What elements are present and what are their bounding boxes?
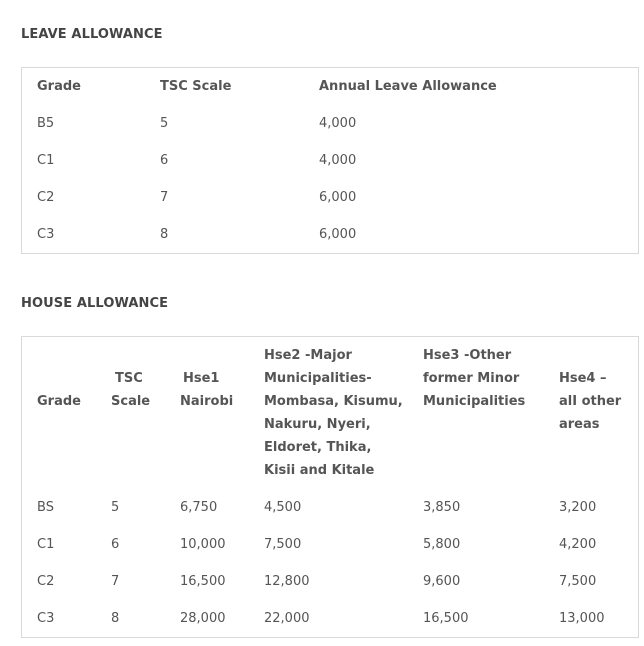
leave-cell-grade: C3 — [37, 227, 55, 242]
column-header-hse4-line: areas — [559, 417, 600, 432]
house-cell-hse3: 16,500 — [423, 611, 469, 626]
house-cell-grade: C2 — [37, 574, 55, 589]
house-cell-scale: 6 — [111, 537, 120, 552]
column-header-hse2-line: Municipalities- — [264, 371, 372, 386]
house-cell-hse2: 4,500 — [264, 500, 302, 515]
column-header-grade: Grade — [37, 394, 81, 409]
leave-cell-grade: C2 — [37, 190, 55, 205]
leave-cell-allowance: 4,000 — [319, 116, 357, 131]
column-header-tsc-scale: TSC Scale — [160, 79, 232, 94]
leave-cell-scale: 6 — [160, 153, 169, 168]
leave-cell-allowance: 6,000 — [319, 190, 357, 205]
house-cell-hse1: 28,000 — [180, 611, 226, 626]
column-header-hse4-line: alI other — [559, 394, 622, 409]
house-cell-grade: C1 — [37, 537, 55, 552]
house-allowance-heading: HOUSE ALLOWANCE — [21, 296, 169, 311]
house-cell-grade: BS — [37, 500, 54, 515]
column-header-hse3-line: Hse3 -Other — [423, 348, 512, 363]
column-header-scale: Scale — [111, 394, 151, 409]
house-cell-hse1: 6,750 — [180, 500, 218, 515]
column-header-grade: Grade — [37, 79, 81, 94]
column-header-hse4-line: Hse4 – — [559, 371, 607, 386]
leave-allowance-heading: LEAVE ALLOWANCE — [21, 27, 163, 42]
column-header-hse2-line: Eldoret, Thika, — [264, 440, 372, 455]
column-header-nairobi: Nairobi — [180, 394, 234, 409]
house-cell-hse3: 9,600 — [423, 574, 461, 589]
column-header-hse2-line: Nakuru, Nyeri, — [264, 417, 371, 432]
column-header-hse1: Hse1 — [183, 371, 220, 386]
leave-cell-scale: 5 — [160, 116, 169, 131]
house-cell-hse2: 7,500 — [264, 537, 302, 552]
leave-cell-allowance: 6,000 — [319, 227, 357, 242]
house-cell-hse3: 3,850 — [423, 500, 461, 515]
leave-cell-scale: 7 — [160, 190, 169, 205]
column-header-hse2-line: Kisii and Kitale — [264, 463, 375, 478]
house-cell-hse1: 16,500 — [180, 574, 226, 589]
house-cell-hse4: 4,200 — [559, 537, 597, 552]
house-allowance-table — [21, 336, 639, 638]
house-cell-hse4: 13,000 — [559, 611, 605, 626]
leave-cell-scale: 8 — [160, 227, 169, 242]
leave-cell-allowance: 4,000 — [319, 153, 357, 168]
house-cell-hse1: 10,000 — [180, 537, 226, 552]
leave-allowance-table — [21, 67, 639, 254]
house-cell-hse2: 22,000 — [264, 611, 310, 626]
column-header-hse2-line: Hse2 -Major — [264, 348, 352, 363]
house-cell-hse4: 3,200 — [559, 500, 597, 515]
house-cell-scale: 5 — [111, 500, 120, 515]
leave-cell-grade: B5 — [37, 116, 55, 131]
column-header-tsc: TSC — [115, 371, 143, 386]
house-cell-grade: C3 — [37, 611, 55, 626]
house-cell-scale: 8 — [111, 611, 120, 626]
column-header-hse3-line: Municipalities — [423, 394, 526, 409]
house-cell-scale: 7 — [111, 574, 120, 589]
leave-cell-grade: C1 — [37, 153, 55, 168]
column-header-hse2-line: Mombasa, Kisumu, — [264, 394, 403, 409]
house-cell-hse4: 7,500 — [559, 574, 597, 589]
house-cell-hse2: 12,800 — [264, 574, 310, 589]
column-header-hse3-line: former Minor — [423, 371, 520, 386]
column-header-annual-leave: Annual Leave Allowance — [319, 79, 497, 94]
house-cell-hse3: 5,800 — [423, 537, 461, 552]
